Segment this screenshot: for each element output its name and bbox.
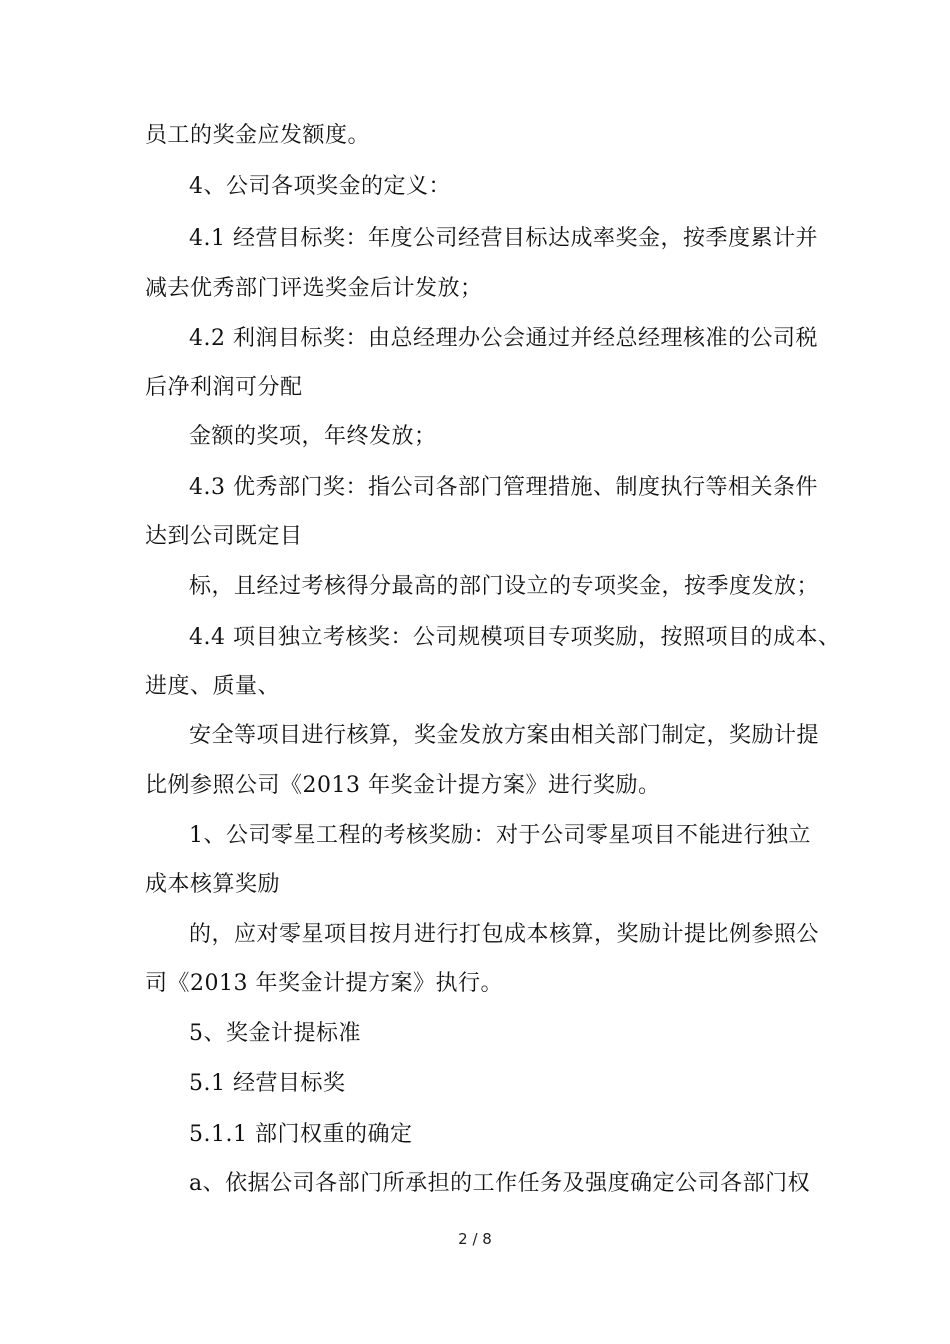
text-line-5: 4.2 利润目标奖：由总经理办公会通过并经总经理核准的公司税 <box>189 326 818 351</box>
text-line-15: 1、公司零星工程的考核奖励：对于公司零星项目不能进行独立 <box>189 823 811 848</box>
text-line-17: 的，应对零星项目按月进行打包成本核算，奖励计提比例参照公 <box>189 922 820 947</box>
text-line-6: 后净利润可分配 <box>145 375 303 400</box>
page-number: 2 / 8 <box>458 1230 492 1248</box>
text-line-21: 5.1.1 部门权重的确定 <box>189 1122 413 1147</box>
text-line-9: 达到公司既定目 <box>145 524 303 549</box>
text-line-3: 4.1 经营目标奖：年度公司经营目标达成率奖金，按季度累计并 <box>189 226 818 251</box>
text-line-22: a、依据公司各部门所承担的工作任务及强度确定公司各部门权 <box>189 1171 811 1196</box>
text-line-13: 安全等项目进行核算，奖金发放方案由相关部门制定，奖励计提 <box>189 723 820 748</box>
text-line-8: 4.3 优秀部门奖：指公司各部门管理措施、制度执行等相关条件 <box>189 475 818 500</box>
text-line-14: 比例参照公司《2013 年奖金计提方案》进行奖励。 <box>145 773 661 798</box>
text-line-18: 司《2013 年奖金计提方案》执行。 <box>145 971 503 996</box>
text-line-20: 5.1 经营目标奖 <box>189 1071 346 1096</box>
text-line-16: 成本核算奖励 <box>145 872 281 897</box>
text-line-19: 5、奖金计提标准 <box>189 1021 361 1046</box>
text-line-12: 进度、质量、 <box>145 674 281 699</box>
text-line-11: 4.4 项目独立考核奖：公司规模项目专项奖励，按照项目的成本、 <box>189 625 841 650</box>
text-line-10: 标，且经过考核得分最高的部门设立的专项奖金，按季度发放； <box>189 574 820 599</box>
text-line-7: 金额的奖项，年终发放； <box>189 424 437 449</box>
text-line-4: 减去优秀部门评选奖金后计发放； <box>145 276 483 301</box>
text-line-2: 4、公司各项奖金的定义： <box>189 174 451 199</box>
text-line-1: 员工的奖金应发额度。 <box>145 123 371 148</box>
